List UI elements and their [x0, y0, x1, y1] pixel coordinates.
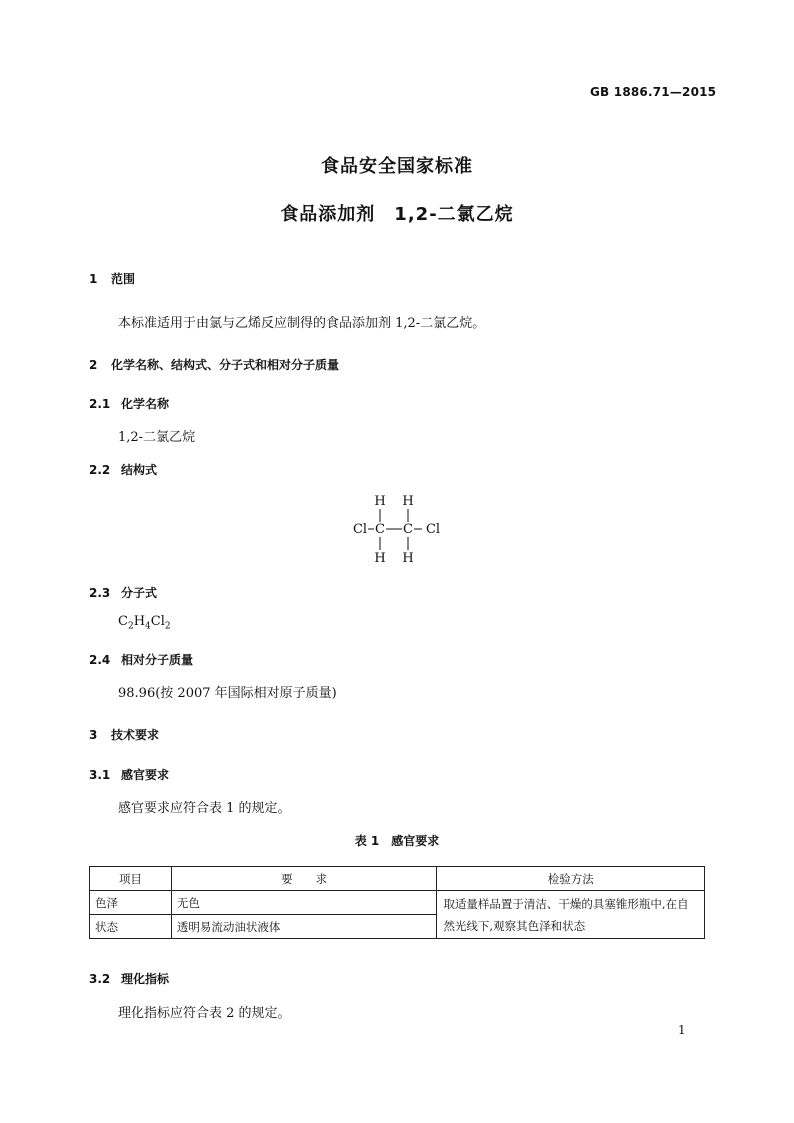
section-number: 3.2 — [89, 972, 111, 986]
table-cell-item: 状态 — [90, 915, 172, 939]
table-1 — [89, 866, 705, 939]
section-number: 2.3 — [89, 586, 111, 600]
section-number: 2.1 — [89, 397, 111, 411]
section-title: 化学名称、结构式、分子式和相对分子质量 — [111, 358, 340, 372]
structural-formula — [340, 488, 460, 570]
section-2-3-heading — [89, 584, 157, 601]
section-title: 理化指标 — [121, 972, 170, 986]
section-3-2-heading — [89, 970, 169, 987]
document-subtitle: 食品添加剂 1,2-二氯乙烷 — [280, 204, 514, 225]
table-header-cell: 要 求 — [171, 867, 437, 891]
table-header-cell: 项目 — [90, 867, 172, 891]
page-number: 1 — [678, 1023, 686, 1037]
section-number: 1 — [89, 272, 98, 286]
h-top-left: H — [374, 494, 386, 509]
h-bottom-right: H — [402, 551, 414, 566]
section-2-2-heading — [89, 461, 157, 478]
section-1-text: 本标准适用于由氯与乙烯反应制得的食品添加剂 1,2-二氯乙烷。 — [118, 316, 486, 331]
section-2-1-heading — [89, 395, 169, 412]
table-cell-item: 色泽 — [90, 891, 172, 915]
table-row — [90, 891, 705, 915]
section-title: 技术要求 — [111, 728, 160, 742]
section-2-4-heading — [89, 651, 193, 668]
section-title: 化学名称 — [121, 397, 170, 411]
section-title: 相对分子质量 — [121, 653, 194, 667]
table-1-caption: 表 1 感官要求 — [354, 834, 440, 848]
section-number: 3 — [89, 728, 98, 742]
h-bottom-left: H — [374, 551, 386, 566]
cl-right: Cl — [425, 522, 441, 537]
section-number: 2.4 — [89, 653, 111, 667]
carbon-left: C — [375, 522, 385, 537]
molecular-formula: $C_2H_4Cl_2$ — [118, 614, 171, 632]
section-title: 分子式 — [121, 586, 158, 600]
section-title: 范围 — [111, 272, 136, 286]
carbon-right: C — [403, 522, 413, 537]
section-3-1-heading — [89, 766, 169, 783]
section-title: 结构式 — [121, 463, 158, 477]
table-header-row — [90, 867, 705, 891]
section-number: 2 — [89, 358, 98, 372]
document-title: 食品安全国家标准 — [321, 156, 473, 177]
table-cell-requirement: 无色 — [171, 891, 437, 915]
section-title: 感官要求 — [121, 768, 170, 782]
section-number: 3.1 — [89, 768, 111, 782]
chemical-name: 1,2-二氯乙烷 — [118, 430, 196, 445]
table-cell-requirement: 透明易流动油状液体 — [171, 915, 437, 939]
section-3-2-text: 理化指标应符合表 2 的规定。 — [118, 1006, 291, 1021]
molecular-mass: 98.96(按 2007 年国际相对原子质量) — [118, 686, 337, 701]
cl-left: Cl — [352, 522, 368, 537]
h-top-right: H — [402, 494, 414, 509]
table-cell-method: 取适量样品置于清洁、干燥的具塞锥形瓶中,在自然光线下,观察其色泽和状态 — [437, 891, 705, 939]
standard-number: GB 1886.71—2015 — [590, 85, 717, 99]
section-3-1-text: 感官要求应符合表 1 的规定。 — [118, 801, 291, 816]
section-number: 2.2 — [89, 463, 111, 477]
table-header-cell: 检验方法 — [437, 867, 705, 891]
section-1-heading — [89, 270, 135, 287]
section-2-heading — [89, 356, 339, 373]
section-3-heading — [89, 726, 159, 743]
